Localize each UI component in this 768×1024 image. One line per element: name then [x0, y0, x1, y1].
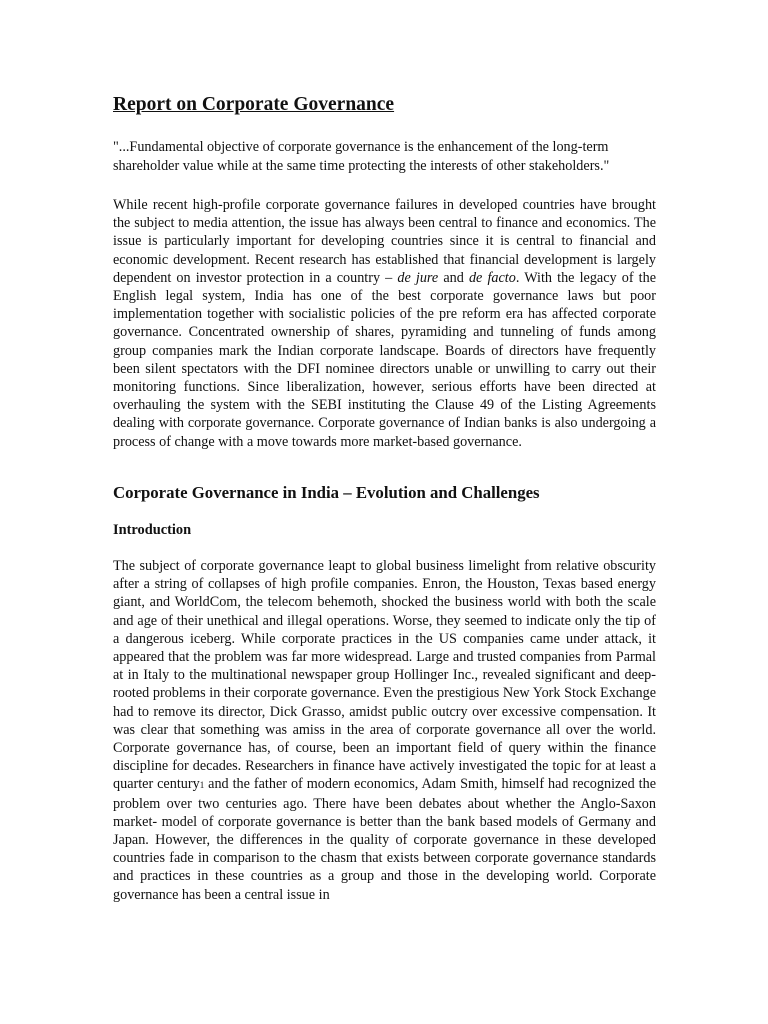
footnote-marker: 1 [199, 780, 205, 791]
section-heading: Corporate Governance in India – Evolution and Challenges [113, 483, 540, 502]
paragraph-text: . With the legacy of the English legal system, India has one of the best corporate governance laws but poor implementation together with socialistic policies of the pre reform era has affected corporate governance. Concentrated ownership of shares, pyramiding and tunneling of funds among group companies mark the Indian corporate landscape. Boards of directors have frequently been silent spectators with the DFI nominee directors unable or unwilling to carry out their monitoring functions. Since liberalization, however, serious efforts have been directed at overhauling the system with the SEBI instituting the Clause 49 of the Listing Agreements dealing with corporate governance. Corporate governance of Indian banks is also undergoing a process of change with a move towards more market-based governance. [113, 269, 656, 450]
report-title: Report on Corporate Governance [113, 94, 395, 115]
opening-quote: "...Fundamental objective of corporate governance is the enhancement of the long-term shareholder value while at the same time protecting the interests of other stakeholders." [113, 139, 610, 174]
emphasis-de-jure: de jure [397, 269, 439, 286]
paragraph-text: and [438, 269, 469, 286]
paragraph-text: The subject of corporate governance leapt to global business limelight from relative obscurity after a string of collapses of high profile companies. Enron, the Houston, Texas based energy giant, and WorldCom, the telecom behemoth, shocked the business world with both the scale and age of their unethical and illegal operations. Worse, they seemed to indicate only the tip of a dangerous iceberg. While corporate practices in the US companies came under attack, it appeared that the problem was far more widespread. Large and trusted companies from Parmal at in Italy to the multinational newspaper group Hollinger Inc., revealed significant and deep-rooted problems in their corporate governance. Even the prestigious New York Stock Exchange had to remove its director, Dick Grasso, amidst public outcry over excessive compensation. It was clear that something was amiss in the area of corporate governance all over the world. Corporate governance has, of course, been an important field of query within the finance discipline for decades. Researchers in finance have actively investigated the topic for at least a quarter century [113, 558, 656, 793]
paragraph-text: and the father of modern economics, Adam Smith, himself had recognized the problem over two centuries ago. There have been debates about whether the Anglo-Saxon market- model of corporate governance is better than the bank based models of Germany and Japan. However, the differences in the quality of corporate governance in these developed countries fade in comparison to the chasm that exists between corporate governance standards and practices in these countries as a group and those in the developing world. Corporate governance has been a central issue in [113, 776, 656, 903]
body-paragraph-introduction [113, 557, 656, 904]
introduction-heading: Introduction [113, 522, 192, 538]
paragraph-text: While recent high-profile corporate governance failures in developed countries have brought the subject to media attention, the issue has always been central to finance and economics. The issue is particularly important for developing countries since it is central to financial and economic development. Recent research has established that financial development is largely dependent on investor protection in a country – [113, 197, 656, 286]
body-paragraph-overview [113, 196, 656, 451]
emphasis-de-facto: de facto [468, 269, 516, 286]
